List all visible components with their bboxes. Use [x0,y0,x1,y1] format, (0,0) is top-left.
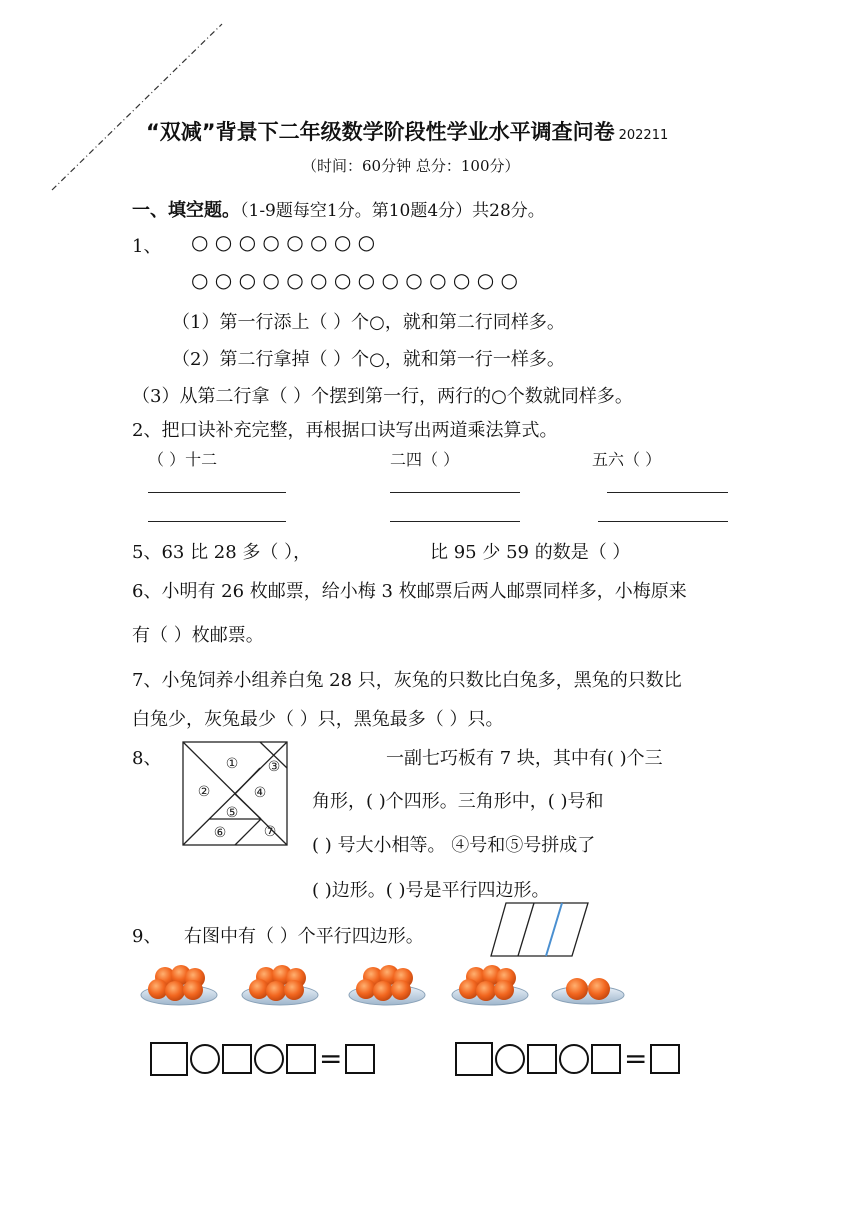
q8-line-1: 一副七巧板有 7 块，其中有( )个三 [386,748,663,769]
tangram-label: ④ [253,785,267,801]
answer-box[interactable] [527,1044,557,1074]
equation-row-2 [455,1042,680,1076]
q1-circle-row-1: ○ ○ ○ ○ ○ ○ ○ ○ [191,230,376,254]
answer-box[interactable] [455,1042,493,1076]
answer-line[interactable] [598,521,728,522]
q1-number: 1、 [132,236,162,257]
answer-box[interactable] [222,1044,252,1074]
dashed-cut-line [0,0,240,200]
answer-line[interactable] [390,492,520,493]
answer-line[interactable] [148,521,286,522]
q1-part-3: （3）从第二行拿（ ）个摆到第一行，两行的○个数就同样多。 [132,386,633,407]
q5-part-a: 5、63 比 28 多（ ）， [132,542,312,563]
q7-line-2: 白兔少，灰兔最少（ ）只，黑兔最多（ ）只。 [132,709,504,730]
operator-circle[interactable] [254,1044,284,1074]
orange-plate [552,978,624,1004]
q1-part-2: （2）第二行拿掉（ ）个○，就和第一行一样多。 [172,349,565,370]
orange-plates-illustration [138,960,638,1010]
q2-text: 2、把口诀补充完整，再根据口诀写出两道乘法算式。 [132,420,558,441]
orange-plate [452,965,528,1005]
title-code: 202211 [618,128,669,143]
q8-line-3: ( ) 号大小相等。 ④号和⑤号拼成了 [312,835,596,856]
page-title [146,116,668,146]
q1-circle-row-2: ○ ○ ○ ○ ○ ○ ○ ○ ○ ○ ○ ○ ○ ○ [191,268,518,292]
answer-box[interactable] [150,1042,188,1076]
equals-sign: = [319,1042,343,1075]
tangram-label: ② [197,784,211,800]
orange-plate [141,965,217,1005]
orange-plate [242,965,318,1005]
q2-koujue-3: 五六（ ） [592,450,662,469]
operator-circle[interactable] [495,1044,525,1074]
tangram-label: ⑤ [225,805,239,821]
equals-sign: = [624,1042,648,1075]
page-subtitle: （时间：60分钟 总分：100分） [302,157,520,175]
q1-part-1: （1）第一行添上（ ）个○，就和第二行同样多。 [172,312,565,333]
answer-line[interactable] [607,492,728,493]
answer-line[interactable] [390,521,520,522]
answer-box[interactable] [591,1044,621,1074]
section-title: 一、填空题。 [132,200,240,221]
q7-line-1: 7、小兔饲养小组养白兔 28 只，灰兔的只数比白兔多，黑兔的只数比 [132,670,682,691]
q8-line-4: ( )边形。( )号是平行四边形。 [312,880,550,901]
q6-line-1: 6、小明有 26 枚邮票，给小梅 3 枚邮票后两人邮票同样多，小梅原来 [132,581,687,602]
q9-text: 右图中有（ ）个平行四边形。 [184,926,424,947]
tangram-label: ① [225,756,239,772]
operator-circle[interactable] [559,1044,589,1074]
tangram-figure [182,741,290,847]
q9-number: 9、 [132,926,162,947]
q5-part-b: 比 95 少 59 的数是（ ） [430,542,631,563]
q2-koujue-2: 二四（ ） [390,450,460,469]
operator-circle[interactable] [190,1044,220,1074]
answer-box[interactable] [286,1044,316,1074]
section-heading [132,196,545,222]
title-main: “双减”背景下二年级数学阶段性学业水平调查问卷 [146,120,615,144]
tangram-label: ⑦ [263,824,277,840]
tangram-label: ⑥ [213,825,227,841]
q8-line-2: 角形，( )个四形。三角形中，( )号和 [312,791,604,812]
tangram-label: ③ [267,759,281,775]
answer-box[interactable] [345,1044,375,1074]
q2-koujue-1: （ ）十二 [148,450,218,469]
q6-line-2: 有（ ）枚邮票。 [132,625,264,646]
answer-box[interactable] [650,1044,680,1074]
parallelogram-figure [490,900,592,960]
section-note: （1-9题每空1分。第10题4分）共28分。 [240,201,545,221]
orange-plate [349,965,425,1005]
answer-line[interactable] [148,492,286,493]
equation-row-1 [150,1042,375,1076]
q8-number: 8、 [132,748,162,769]
